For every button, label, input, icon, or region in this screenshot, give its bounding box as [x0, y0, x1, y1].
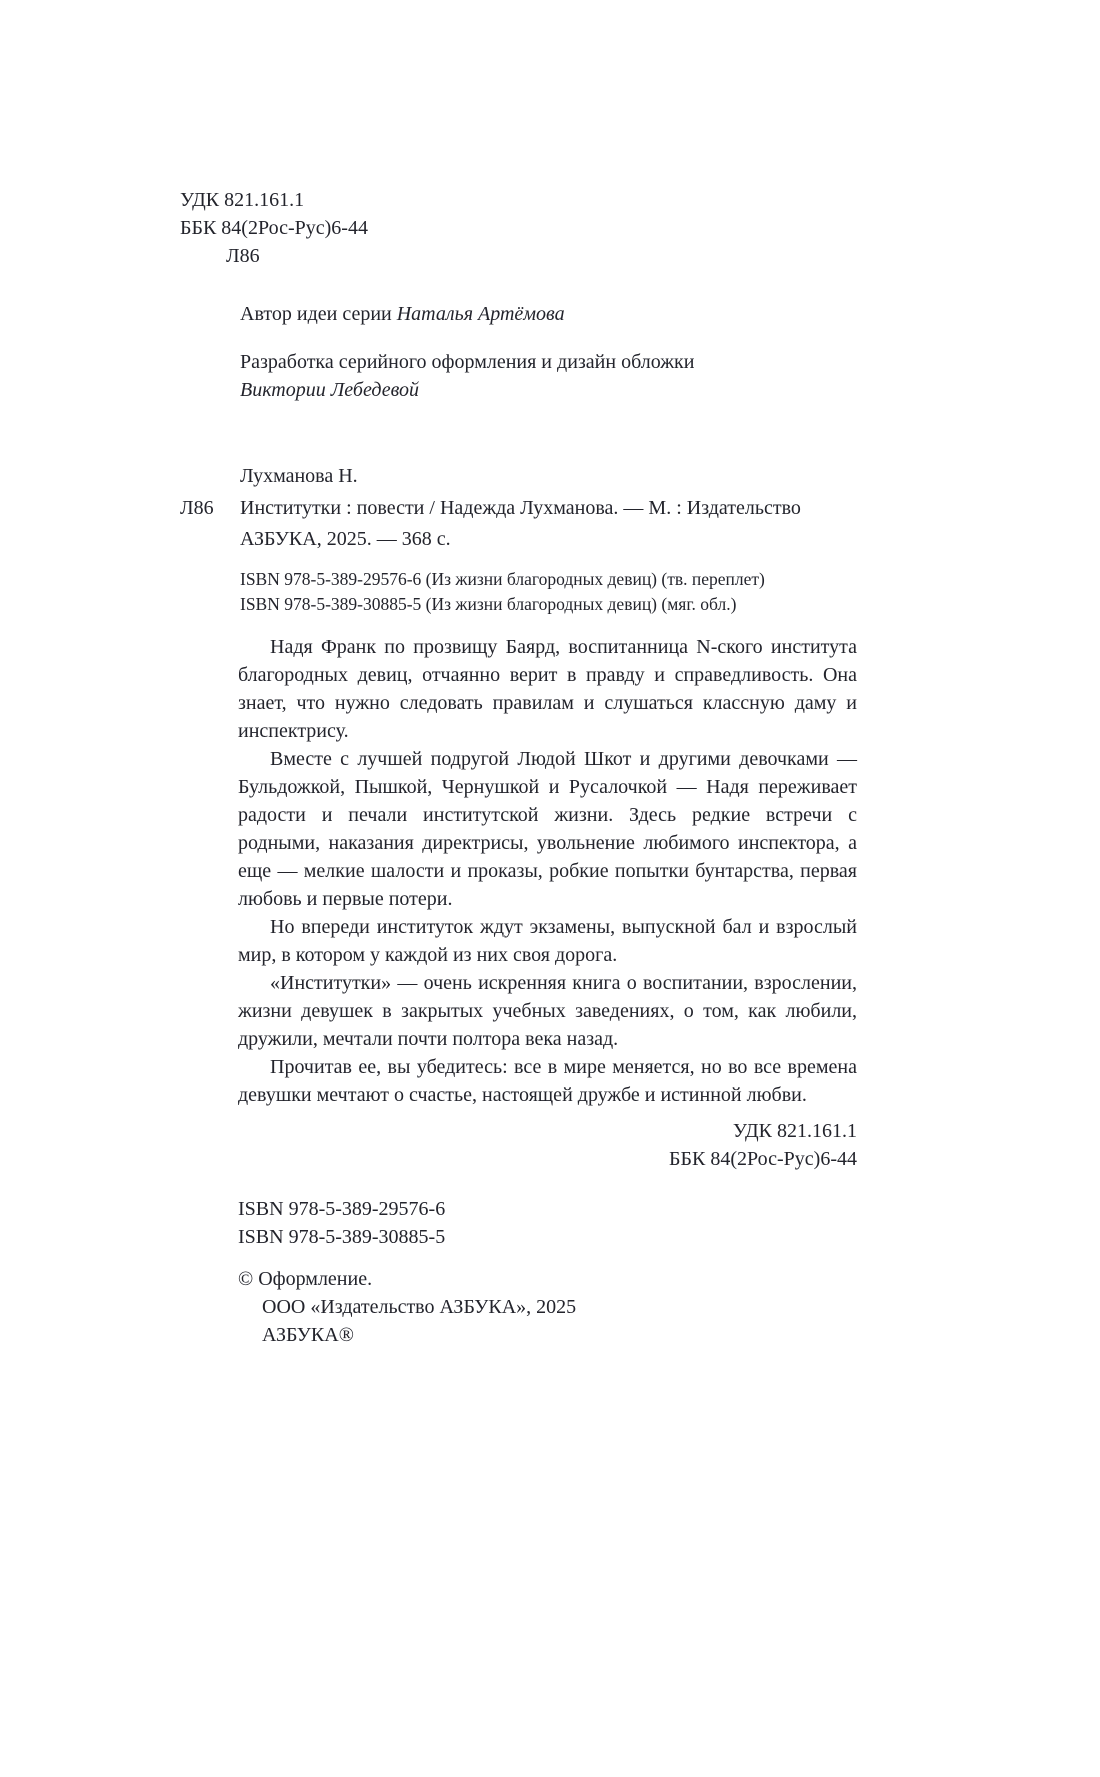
copyright-publisher-line: ООО «Издательство АЗБУКА», 2025 — [262, 1296, 577, 1318]
design-credit-block — [240, 348, 870, 404]
imprint-content — [180, 186, 870, 1349]
isbn-block-bottom — [238, 1195, 870, 1251]
isbn-block-top — [240, 567, 870, 617]
udk-code-bottom: УДК 821.161.1 — [732, 1120, 857, 1142]
annotation-paragraph: Но впереди институток ждут экзамены, выпускной бал и взрослый мир, в котором у каждой из них своя дорога. — [238, 916, 857, 966]
bottom-codes-block — [238, 1117, 857, 1173]
annotation-paragraph: Прочитав ее, вы убедитесь: все в мире меняется, но во все времена девушки мечтают о счастье, настоящей дружбе и истинной любви. — [238, 1056, 857, 1106]
design-credit-line: Разработка серийного оформления и дизайн обложки — [240, 351, 695, 373]
isbn-line-paperback: ISBN 978-5-389-30885-5 (Из жизни благородных девиц) (мяг. обл.) — [240, 594, 737, 614]
bbk-code-top: ББК 84(2Рос-Рус)6-44 — [180, 217, 368, 239]
series-author-line — [240, 300, 870, 328]
isbn-bottom-line1: ISBN 978-5-389-29576-6 — [238, 1198, 446, 1220]
catalog-author-heading: Лухманова Н. — [240, 465, 358, 487]
copyright-brand-line: АЗБУКА® — [262, 1324, 354, 1346]
annotation-paragraph: «Институтки» — очень искренняя книга о воспитании, взрослении, жизни девушек в закрытых учебных заведениях, о том, как любили, дружили, мечтали почти полтора века назад. — [238, 972, 857, 1050]
copyright-block — [238, 1265, 870, 1349]
catalog-code: Л86 — [180, 497, 214, 519]
udk-code-top: УДК 821.161.1 — [180, 189, 305, 211]
series-author-name: Наталья Артёмова — [396, 303, 565, 325]
catalog-entry — [180, 493, 860, 555]
copyright-design-line: © Оформление. — [238, 1268, 373, 1290]
isbn-line-hardcover: ISBN 978-5-389-29576-6 (Из жизни благородных девиц) (тв. переплет) — [240, 569, 765, 589]
catalog-letter-top: Л86 — [226, 245, 260, 267]
annotation-paragraph: Надя Франк по прозвищу Баярд, воспитанница N-ского института благородных девиц, отчаянно верит в правду и справедливость. Она знает, что нужно следовать правилам и слушаться классную даму и инспектрису. — [238, 636, 857, 742]
design-credit-name: Виктории Лебедевой — [240, 379, 420, 401]
isbn-bottom-line2: ISBN 978-5-389-30885-5 — [238, 1226, 446, 1248]
catalog-entry-text: Институтки : повести / Надежда Лухманова. — М. : Издательство АЗБУКА, 2025. — 368 с. — [240, 497, 801, 550]
top-codes-block — [180, 186, 870, 270]
annotation-block — [238, 633, 857, 1109]
annotation-paragraph: Вместе с лучшей подругой Людой Шкот и другими девочками — Бульдожкой, Пышкой, Чернушкой и Русалочкой — Надя переживает радости и печали институтской жизни. Здесь редкие встречи с родными, наказания директрисы, увольнение любимого инспектора, а еще — мелкие шалости и проказы, робкие попытки бунтарства, первая любовь и первые потери. — [238, 748, 857, 910]
series-author-label: Автор идеи серии — [240, 303, 397, 325]
bbk-code-bottom: ББК 84(2Рос-Рус)6-44 — [669, 1148, 857, 1170]
